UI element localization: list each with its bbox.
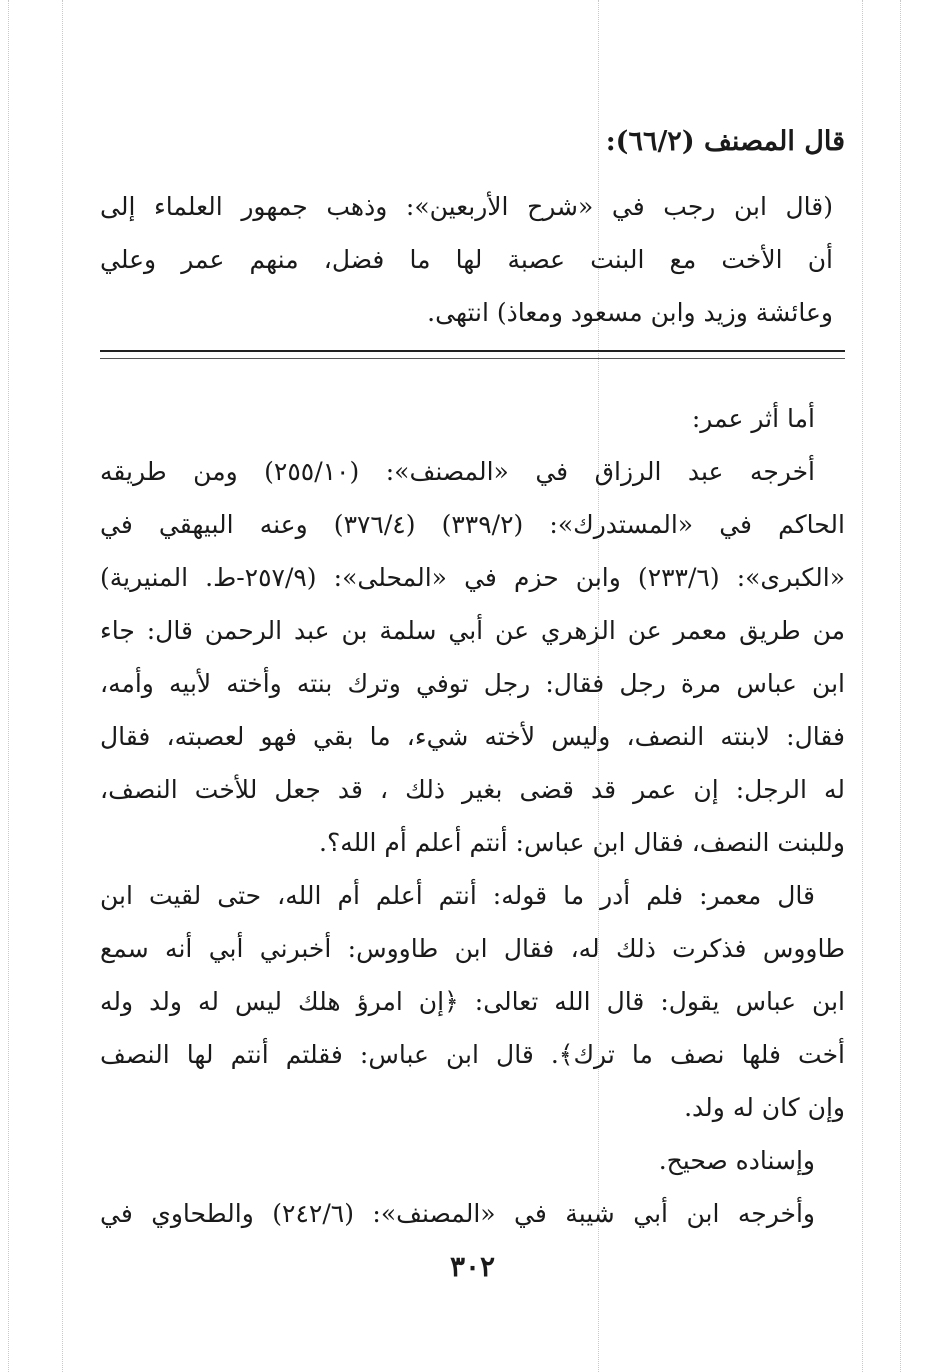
scan-guide-line <box>900 0 901 1372</box>
quote-line: وعائشة وزيد وابن مسعود ومعاذ) انتهى. <box>427 298 833 327</box>
body-line: له الرجل: إن عمر قد قضى بغير ذلك ، قد جعل للأخت النصف، <box>100 775 845 804</box>
body-line: وإن كان له ولد. <box>684 1093 845 1122</box>
body-line: وإسناده صحيح. <box>658 1146 815 1175</box>
body-line: أخت فلها نصف ما ترك﴾. قال ابن عباس: فقلتم أنتم لها النصف <box>100 1040 845 1069</box>
body-line: قال معمر: فلم أدر ما قوله: أنتم أعلم أم الله، حتى لقيت ابن <box>100 881 815 910</box>
scan-guide-line <box>62 0 63 1372</box>
body-line: ابن عباس يقول: قال الله تعالى: ﴿إن امرؤ هلك ليس له ولد وله <box>100 987 845 1016</box>
body-line: وأخرجه ابن أبي شيبة في «المصنف»: (٢٤٢/٦) والطحاوي في <box>100 1199 815 1228</box>
quote-line: (قال ابن رجب في «شرح الأربعين»: وذهب جمهور العلماء إلى <box>100 192 833 221</box>
body-line: ابن عباس مرة رجل فقال: رجل توفي وترك بنته وأخته لأبيه وأمه، <box>100 669 845 698</box>
scan-guide-line <box>8 0 9 1372</box>
section-heading: قال المصنف (٦٦/٢): <box>605 126 845 157</box>
section-divider <box>100 350 845 359</box>
body-line: من طريق معمر عن الزهري عن أبي سلمة بن عبد الرحمن قال: جاء <box>100 616 845 645</box>
commentary-text <box>100 392 845 1240</box>
body-line: الحاكم في «المستدرك»: (٣٣٩/٢) (٣٧٦/٤) وعنه البيهقي في <box>100 510 845 539</box>
quoted-passage <box>100 180 845 339</box>
body-line: فقال: لابنته النصف، وليس لأخته شيء، ما بقي فهو لعصبته، فقال <box>100 722 845 751</box>
body-line: أما أثر عمر: <box>691 404 815 433</box>
quote-line: أن الأخت مع البنت عصبة لها ما فضل، منهم عمر وعلي <box>100 245 833 274</box>
page-number: ٣٠٢ <box>449 1250 496 1283</box>
scan-guide-line <box>862 0 863 1372</box>
body-line: طاووس فذكرت ذلك له، فقال ابن طاووس: أخبرني أبي أنه سمع <box>100 934 845 963</box>
body-line: أخرجه عبد الرزاق في «المصنف»: (٢٥٥/١٠) ومن طريقه <box>100 457 815 486</box>
body-line: «الكبرى»: (٢٣٣/٦) وابن حزم في «المحلى»: (٢٥٧/٩-ط. المنيرية) <box>100 563 845 592</box>
body-line: وللبنت النصف، فقال ابن عباس: أنتم أعلم أم الله؟. <box>319 828 845 857</box>
